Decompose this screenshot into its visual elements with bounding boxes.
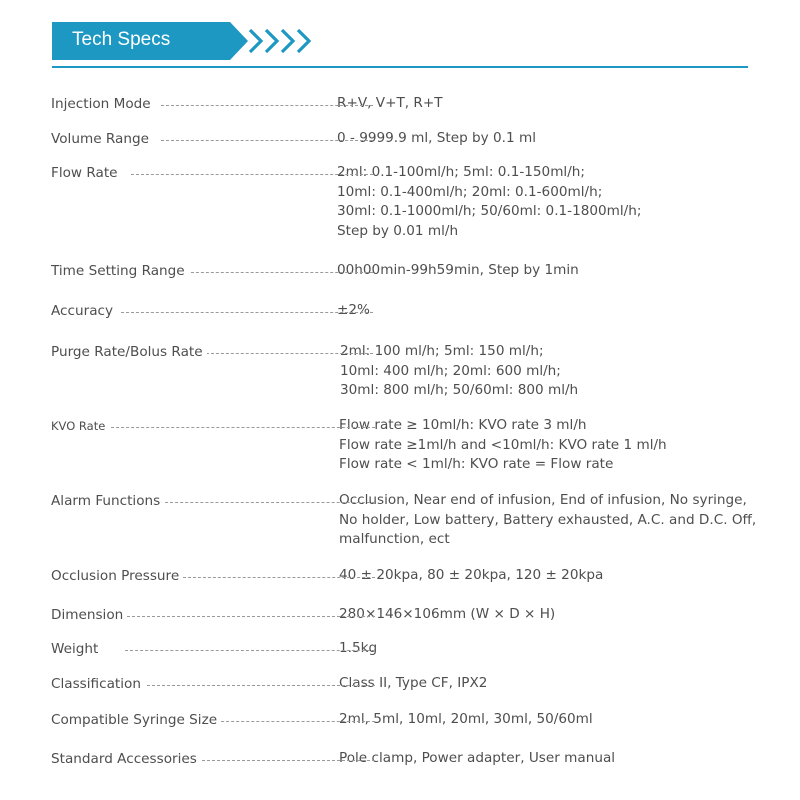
spec-label: Purge Rate/Bolus Rate <box>51 342 207 362</box>
leader-dots <box>201 353 373 354</box>
spec-label: Injection Mode <box>51 94 155 114</box>
spec-value: 0 - 9999.9 ml, Step by 0.1 ml <box>337 130 536 146</box>
spec-label: Compatible Syringe Size <box>51 710 221 730</box>
leader-dots <box>161 105 373 106</box>
leader-dots <box>127 616 375 617</box>
tech-specs-header <box>52 22 272 60</box>
leader-dots <box>111 427 375 428</box>
spec-label: Dimension <box>51 605 127 625</box>
leader-dots <box>183 577 375 578</box>
chevron-right-icon <box>244 28 314 54</box>
page-title: Tech Specs <box>72 29 171 50</box>
spec-label: KVO Rate <box>51 416 109 436</box>
spec-value: ±2% <box>337 302 370 318</box>
spec-value: R+V, V+T, R+T <box>337 95 443 111</box>
spec-label: Alarm Functions <box>51 491 164 511</box>
spec-value: Flow rate ≥ 10ml/h: KVO rate 3 ml/h Flow rate ≥1ml/h and <10ml/h: KVO rate 1 ml/h Flow rate < 1ml/h: KVO rate = Flow rate <box>339 417 667 472</box>
spec-value: 40 ± 20kpa, 80 ± 20kpa, 120 ± 20kpa <box>339 567 604 583</box>
spec-value: 2ml, 5ml, 10ml, 20ml, 30ml, 50/60ml <box>339 711 593 727</box>
leader-dots <box>161 140 373 141</box>
leader-dots <box>165 502 375 503</box>
spec-label: Weight <box>51 639 102 659</box>
leader-dots <box>125 650 375 651</box>
spec-label: Flow Rate <box>51 163 122 183</box>
spec-label: Standard Accessories <box>51 749 201 769</box>
spec-value: Occlusion, Near end of infusion, End of infusion, No syringe, No holder, Low battery, Battery exhausted, A.C. and D.C. Off, malfunction, ect <box>339 492 757 547</box>
header-divider <box>52 66 748 68</box>
spec-value: 2ml: 0.1-100ml/h; 5ml: 0.1-150ml/h; 10ml: 0.1-400ml/h; 20ml: 0.1-600ml/h; 30ml: 0.1-1000ml/h; 50/60ml: 0.1-1800ml/h; Step by 0.01 ml/h <box>337 164 642 239</box>
leader-dots <box>211 721 375 722</box>
spec-value: 2ml: 100 ml/h; 5ml: 150 ml/h; 10ml: 400 ml/h; 20ml: 600 ml/h; 30ml: 800 ml/h; 50/60ml: 800 ml/h <box>340 343 579 398</box>
leader-dots <box>147 685 375 686</box>
spec-label: Accuracy <box>51 301 117 321</box>
leader-dots <box>181 272 373 273</box>
spec-value: 00h00min-99h59min, Step by 1min <box>337 262 579 278</box>
spec-label: Occlusion Pressure <box>51 566 183 586</box>
spec-label: Volume Range <box>51 129 153 149</box>
spec-value: Pole clamp, Power adapter, User manual <box>339 750 616 766</box>
leader-dots <box>121 312 373 313</box>
spec-label: Time Setting Range <box>51 261 189 281</box>
spec-label: Classification <box>51 674 145 694</box>
leader-dots <box>197 760 375 761</box>
spec-value: 1.5kg <box>339 640 378 656</box>
spec-value: 280×146×106mm (W × D × H) <box>339 606 556 622</box>
leader-dots <box>131 174 373 175</box>
spec-value: Class II, Type CF, IPX2 <box>339 675 488 691</box>
